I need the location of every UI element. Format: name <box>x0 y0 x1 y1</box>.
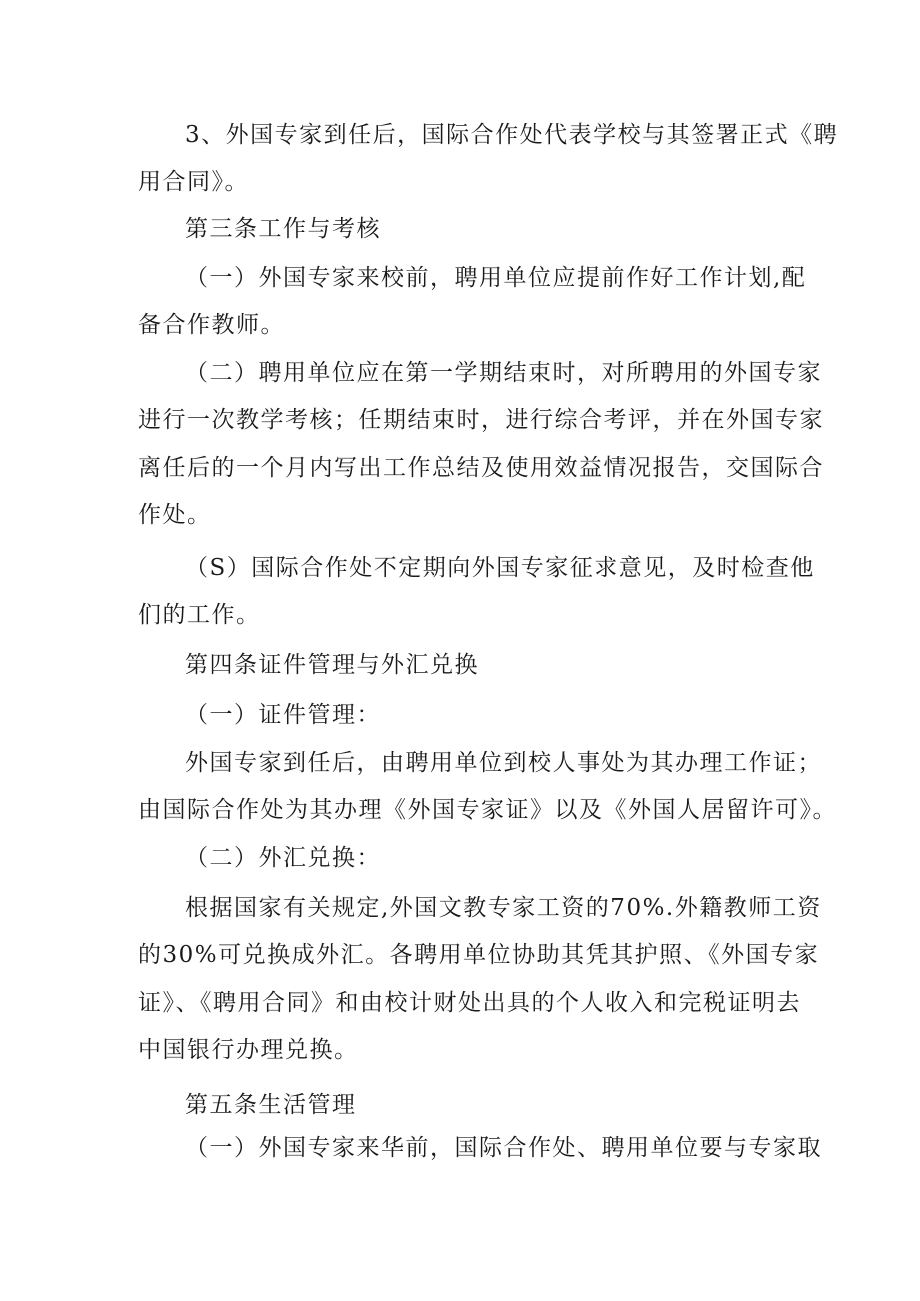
text-line-6: （二）聘用单位应在第一学期结束时，对所聘用的外国专家 <box>185 360 822 386</box>
text-line-1: 3、外国专家到任后，国际合作处代表学校与其签署正式《聘 <box>185 122 839 148</box>
text-line-18: 的30%可兑换成外汇。各聘用单位协助其凭其护照、《外国专家 <box>138 942 820 968</box>
text-line-2: 用合同》。 <box>138 169 249 195</box>
text-line-10: （S）国际合作处不定期向外国专家征求意见，及时检查他 <box>185 555 815 581</box>
text-line-11: 们的工作。 <box>138 602 261 628</box>
section-heading-3: 第三条工作与考核 <box>185 216 381 242</box>
text-line-4: （一）外国专家来校前，聘用单位应提前作好工作计划,配 <box>185 265 807 291</box>
section-heading-5: 第五条生活管理 <box>185 1092 357 1118</box>
text-line-14: 外国专家到任后，由聘用单位到校人事处为其办理工作证； <box>185 750 822 776</box>
text-line-22: （一）外国专家来华前，国际合作处、聘用单位要与专家取 <box>185 1135 822 1161</box>
text-line-15: 由国际合作处为其办理《外国专家证》以及《外国人居留许可》。 <box>138 797 837 823</box>
section-heading-4: 第四条证件管理与外汇兑换 <box>185 652 479 678</box>
text-line-8: 离任后的一个月内写出工作总结及使用效益情况报告，交国际合 <box>138 455 824 481</box>
text-line-13: （一）证件管理： <box>185 702 381 728</box>
text-line-17: 根据国家有关规定,外国文教专家工资的70%.外籍教师工资 <box>185 895 822 921</box>
text-line-5: 备合作教师。 <box>138 312 285 338</box>
text-line-20: 中国银行办理兑换。 <box>138 1037 359 1063</box>
text-line-16: （二）外汇兑换： <box>185 845 381 871</box>
text-line-9: 作处。 <box>138 502 212 528</box>
text-line-19: 证》、《聘用合同》和由校计财处出具的个人收入和完税证明去 <box>138 990 801 1016</box>
text-line-7: 进行一次教学考核；任期结束时，进行综合考评，并在外国专家 <box>138 407 824 433</box>
